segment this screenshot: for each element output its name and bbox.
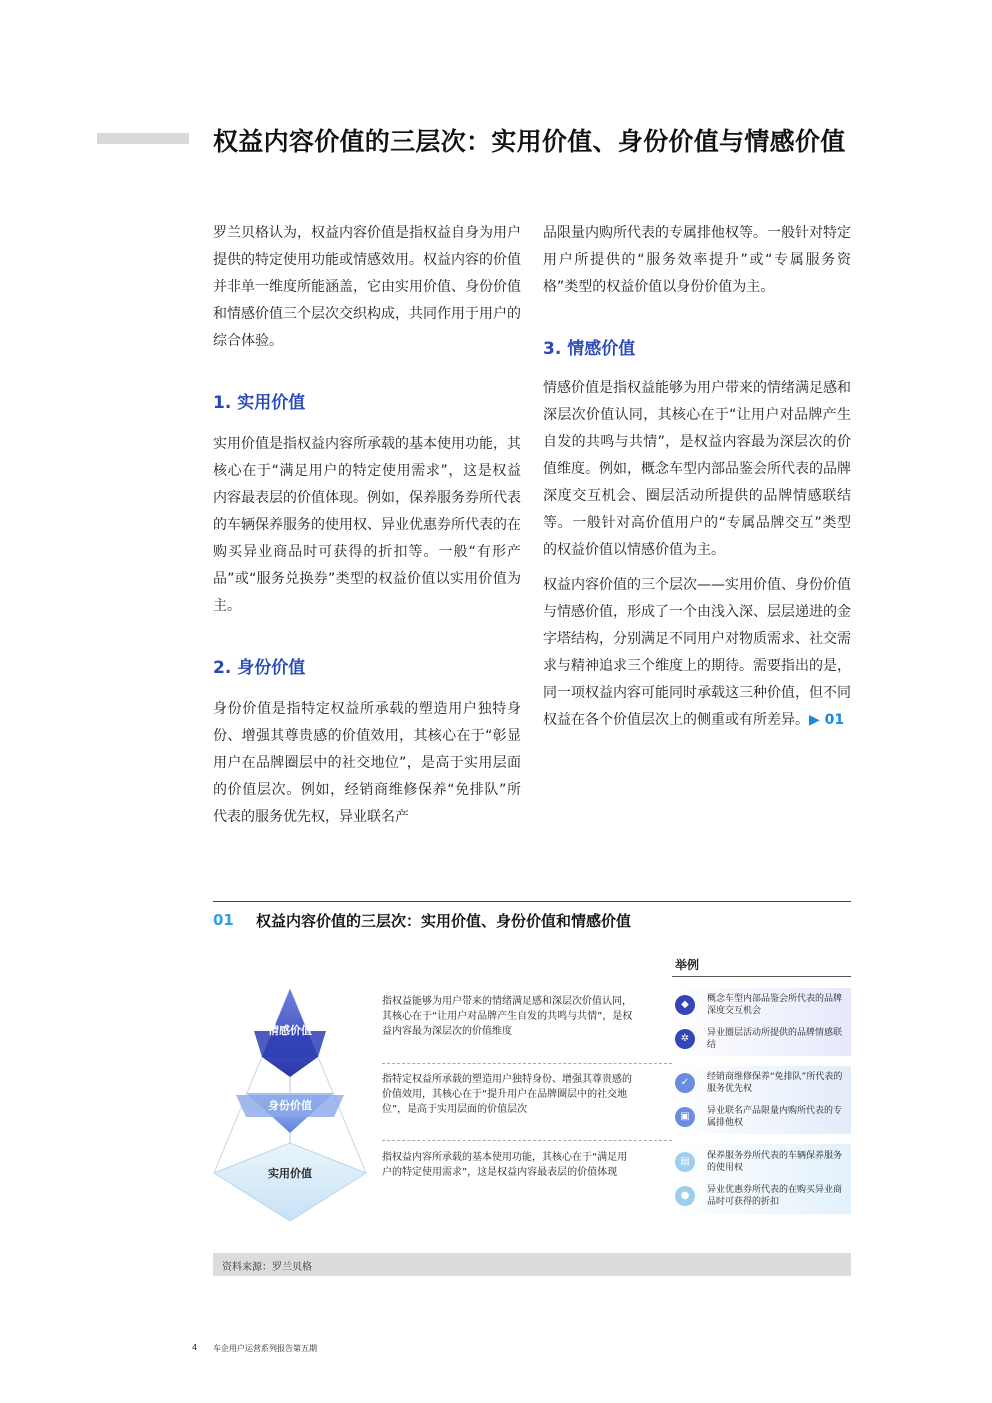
examples-practical [672,1144,851,1214]
level-label-practical: 实用价值 [268,1167,312,1180]
identity-value-continued: 品限量内购所代表的专属排他权等。一般针对特定用户所提供的“服务效率提升”或“专属服务资格”类型的权益价值以身份价值为主。 [543,225,851,295]
example-item [675,1026,847,1056]
title-accent-bar [97,133,189,144]
body-column-right [543,220,851,734]
example-text: 概念车型内部品鉴会所代表的品牌深度交互机会 [707,994,843,1016]
figure-reference-link[interactable]: ▶ 01 [809,712,845,728]
examples-emotional [672,988,851,1056]
shopping-bag-icon: ▣ [675,1107,695,1127]
figure-top-rule [213,901,851,902]
example-text: 保养服务券所代表的车辆保养服务的使用权 [707,1151,843,1173]
summary-text: 权益内容价值的三个层次——实用价值、身份价值与情感价值，形成了一个由浅入深、层层递进的金字塔结构，分别满足不同用户对物质需求、社交需求与精神追求三个维度上的期待。需要指出的是，同一项权益内容可能同时承载这三种价值，但不同权益在各个价值层次上的侧重或有所差异。 [543,577,851,728]
level-description-practical: 指权益内容所承载的基本使用功能，其核心在于“满足用户的特定使用需求”，这是权益内容最表层的价值体现 [382,1152,628,1178]
level-description-identity: 指特定权益所承载的塑造用户独特身份、增强其尊贵感的价值效用，其核心在于“提升用户在品牌圈层中的社交地位”，是高于实用层面的价值层次 [382,1074,632,1115]
example-item [675,1070,847,1100]
examples-identity [672,1066,851,1134]
body-column-left [213,220,521,831]
summary-paragraph [543,572,851,734]
page-title: 权益内容价值的三层次：实用价值、身份价值与情感价值 [213,127,846,156]
example-item [675,1104,847,1134]
example-text: 异业联名产品限量内购所代表的专属排他权 [707,1106,843,1128]
section-heading-identity: 2. 身份价值 [213,658,306,678]
report-series-title: 车企用户运营系列报告第五期 [213,1344,317,1353]
page-number: 4 [192,1343,198,1352]
example-item [675,1149,847,1179]
figure-number: 01 [213,911,234,929]
section-heading-emotional: 3. 情感价值 [543,339,636,359]
network-icon: ✲ [675,1029,695,1049]
source-bar [213,1253,851,1276]
discount-tag-icon: ● [675,1186,695,1206]
example-item [675,992,847,1022]
priority-service-icon: ✓ [675,1073,695,1093]
example-text: 经销商维修保养“免排队”所代表的服务优先权 [707,1072,843,1094]
source-text: 资料来源：罗兰贝格 [222,1262,312,1273]
practical-value-paragraph: 实用价值是指权益内容所承载的基本使用功能，其核心在于“满足用户的特定使用需求”，这是权益内容最表层的价值体现。例如，保养服务券所代表的车辆保养服务的使用权、异业优惠券所代表的在购买异业商品时可获得的折扣等。一般“有形产品”或“服务兑换券”类型的权益价值以实用价值为主。 [213,436,521,614]
emotional-value-paragraph: 情感价值是指权益能够为用户带来的情绪满足感和深层次价值认同，其核心在于“让用户对品牌产生自发的共鸣与共情”，是权益内容最为深层次的价值维度。例如，概念车型内部品鉴会所代表的品牌深度交互机会、圈层活动所提供的品牌情感联结等。一般针对高价值用户的“专属品牌交互”类型的权益价值以情感价值为主。 [543,380,851,558]
examples-heading-rule [672,976,851,977]
example-text: 异业圈层活动所提供的品牌情感联结 [707,1028,843,1050]
example-text: 异业优惠券所代表的在购买异业商品时可获得的折扣 [707,1185,843,1207]
example-item [675,1183,847,1213]
row-divider [382,1063,672,1064]
figure-title: 权益内容价值的三层次：实用价值、身份价值和情感价值 [256,912,632,930]
level-label-identity: 身份价值 [268,1099,312,1112]
examples-heading: 举例 [675,958,700,972]
intro-paragraph: 罗兰贝格认为，权益内容价值是指权益自身为用户提供的特定使用功能或情感效用。权益内容的价值并非单一维度所能涵盖，它由实用价值、身份价值和情感价值三个层次交织构成，共同作用于用户的综合体验。 [213,225,521,349]
section-heading-practical: 1. 实用价值 [213,393,306,413]
value-pyramid [210,985,370,1225]
service-voucher-icon: ▤ [675,1152,695,1172]
level-label-emotional: 情感价值 [268,1024,312,1037]
level-description-emotional: 指权益能够为用户带来的情绪满足感和深层次价值认同，其核心在于“让用户对品牌产生自发的共鸣与共情”，是权益内容最为深层次的价值维度 [382,996,633,1037]
car-showcase-icon: ◆ [675,995,695,1015]
row-divider [382,1140,672,1141]
identity-value-paragraph: 身份价值是指特定权益所承载的塑造用户独特身份、增强其尊贵感的价值效用，其核心在于“彰显用户在品牌圈层中的社交地位”，是高于实用层面的价值层次。例如，经销商维修保养“免排队”所代表的服务优先权，异业联名产 [213,701,521,825]
